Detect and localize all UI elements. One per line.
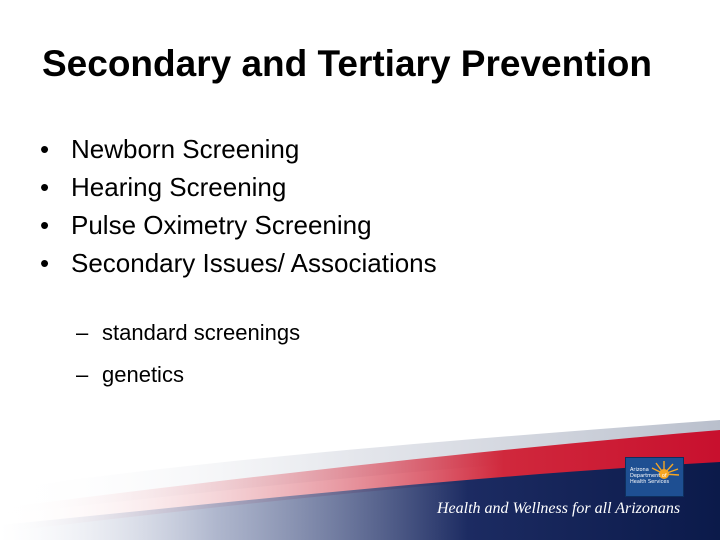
arizona-dhs-logo <box>625 457 684 497</box>
bullet-text: Hearing Screening <box>71 172 287 202</box>
sub-bullet-text: genetics <box>102 362 184 387</box>
bullet-text: Newborn Screening <box>71 134 300 164</box>
bullet-glyph: • <box>40 172 50 202</box>
logo-line: Department of <box>630 473 667 479</box>
sub-bullet-dash: – <box>76 362 89 387</box>
sub-bullet-list <box>76 312 300 396</box>
bullet-item <box>40 244 680 282</box>
bullet-item <box>40 130 680 168</box>
bullet-text: Pulse Oximetry Screening <box>71 210 372 240</box>
footer-tagline: Health and Wellness for all Arizonans <box>437 500 681 517</box>
logo-line: Arizona <box>630 467 649 473</box>
slide-title: Secondary and Tertiary Prevention <box>42 43 653 84</box>
bullet-list <box>40 130 680 282</box>
sub-bullet-item <box>76 312 300 354</box>
sub-bullet-item <box>76 354 300 396</box>
bullet-glyph: • <box>40 210 50 240</box>
bullet-glyph: • <box>40 248 50 278</box>
logo-line: Health Services <box>630 479 670 485</box>
logo-text <box>630 467 669 485</box>
bullet-text: Secondary Issues/ Associations <box>71 248 437 278</box>
sub-bullet-dash: – <box>76 320 89 345</box>
footer-swoosh-band <box>0 420 720 540</box>
bullet-item <box>40 168 680 206</box>
bullet-item <box>40 206 680 244</box>
sub-bullet-text: standard screenings <box>102 320 301 345</box>
bullet-glyph: • <box>40 134 50 164</box>
